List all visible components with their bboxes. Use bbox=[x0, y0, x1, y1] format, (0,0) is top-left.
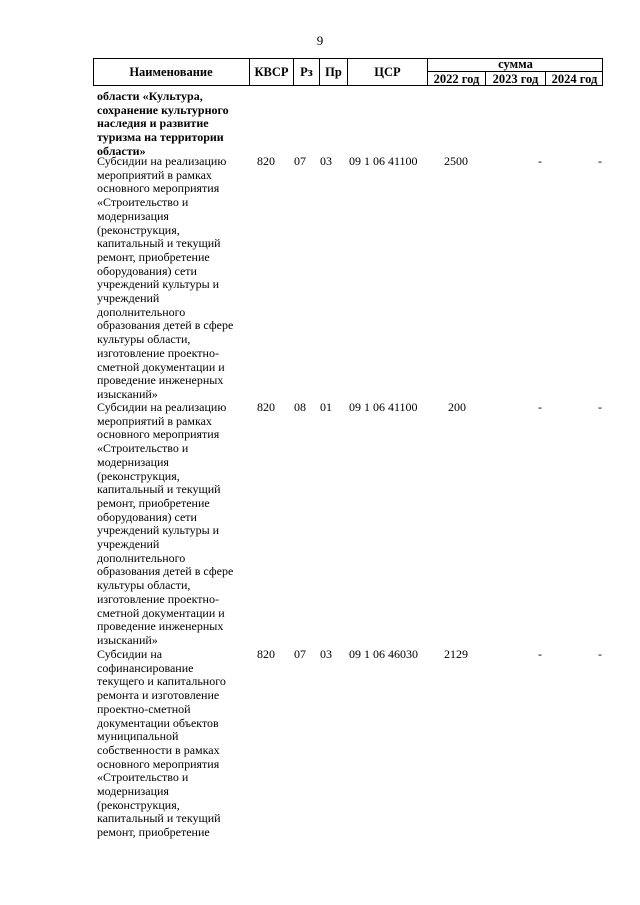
row-1-pr: 03 bbox=[320, 154, 332, 168]
row-2-2022: 200 bbox=[448, 400, 466, 414]
row-3-name: Субсидии на софинансирование текущего и капитального ремонта и изготовление проектно-сметной документации объектов муниципальной собственности в рамках основного мероприятия «Строительство и модернизация (реконструкция, капитальный и текущий ремонт, приобретение bbox=[97, 647, 226, 840]
row-2-name: Субсидии на реализацию мероприятий в рамках основного мероприятия «Строительство и модернизация (реконструкция, капитальный и текущий ремонт, приобретение оборудования) сети учреждений культуры и учреждений дополнительного образования детей в сфере культуры области, изготовление проектно- сметной документации и проведение инженерных изысканий» bbox=[97, 400, 234, 647]
header-sum: сумма bbox=[427, 58, 603, 72]
row-3-2022: 2129 bbox=[444, 647, 468, 661]
row-3-csr: 09 1 06 46030 bbox=[349, 647, 418, 661]
row-1-2023: - bbox=[538, 154, 542, 168]
row-3-2023: - bbox=[538, 647, 542, 661]
row-1-2024: - bbox=[598, 154, 602, 168]
row-2-2023: - bbox=[538, 400, 542, 414]
row-3-pr: 03 bbox=[320, 647, 332, 661]
row-2-pr: 01 bbox=[320, 400, 332, 414]
header-2022: 2022 год bbox=[427, 72, 485, 86]
header-2023: 2023 год bbox=[485, 72, 545, 86]
row-3-rz: 07 bbox=[294, 647, 306, 661]
header-name: Наименование bbox=[129, 64, 213, 79]
header-kvsr: КВСР bbox=[249, 58, 293, 86]
row-2-2024: - bbox=[598, 400, 602, 414]
header-pr: Пр bbox=[319, 58, 347, 86]
row-2-csr: 09 1 06 41100 bbox=[349, 400, 418, 414]
header-csr: ЦСР bbox=[347, 58, 427, 86]
header-rz: Рз bbox=[293, 58, 319, 86]
row-2-kvsr: 820 bbox=[257, 400, 275, 414]
row-1-rz: 07 bbox=[294, 154, 306, 168]
page-number: 9 bbox=[316, 33, 324, 48]
row-1-csr: 09 1 06 41100 bbox=[349, 154, 418, 168]
row-3-2024: - bbox=[598, 647, 602, 661]
row-1-name: Субсидии на реализацию мероприятий в рамках основного мероприятия «Строительство и модернизация (реконструкция, капитальный и текущий ремонт, приобретение оборудования) сети учреждений культуры и учреждений дополнительного образования детей в сфере культуры области, изготовление проектно- сметной документации и проведение инженерных изысканий» bbox=[97, 154, 234, 401]
table-header bbox=[93, 58, 603, 86]
header-2024: 2024 год bbox=[545, 72, 603, 86]
row-1-2022: 2500 bbox=[444, 154, 468, 168]
row-3-kvsr: 820 bbox=[257, 647, 275, 661]
row-2-rz: 08 bbox=[294, 400, 306, 414]
row-1-kvsr: 820 bbox=[257, 154, 275, 168]
continuation-text: области «Культура, сохранение культурного наследия и развитие туризма на территории области» bbox=[97, 89, 229, 158]
